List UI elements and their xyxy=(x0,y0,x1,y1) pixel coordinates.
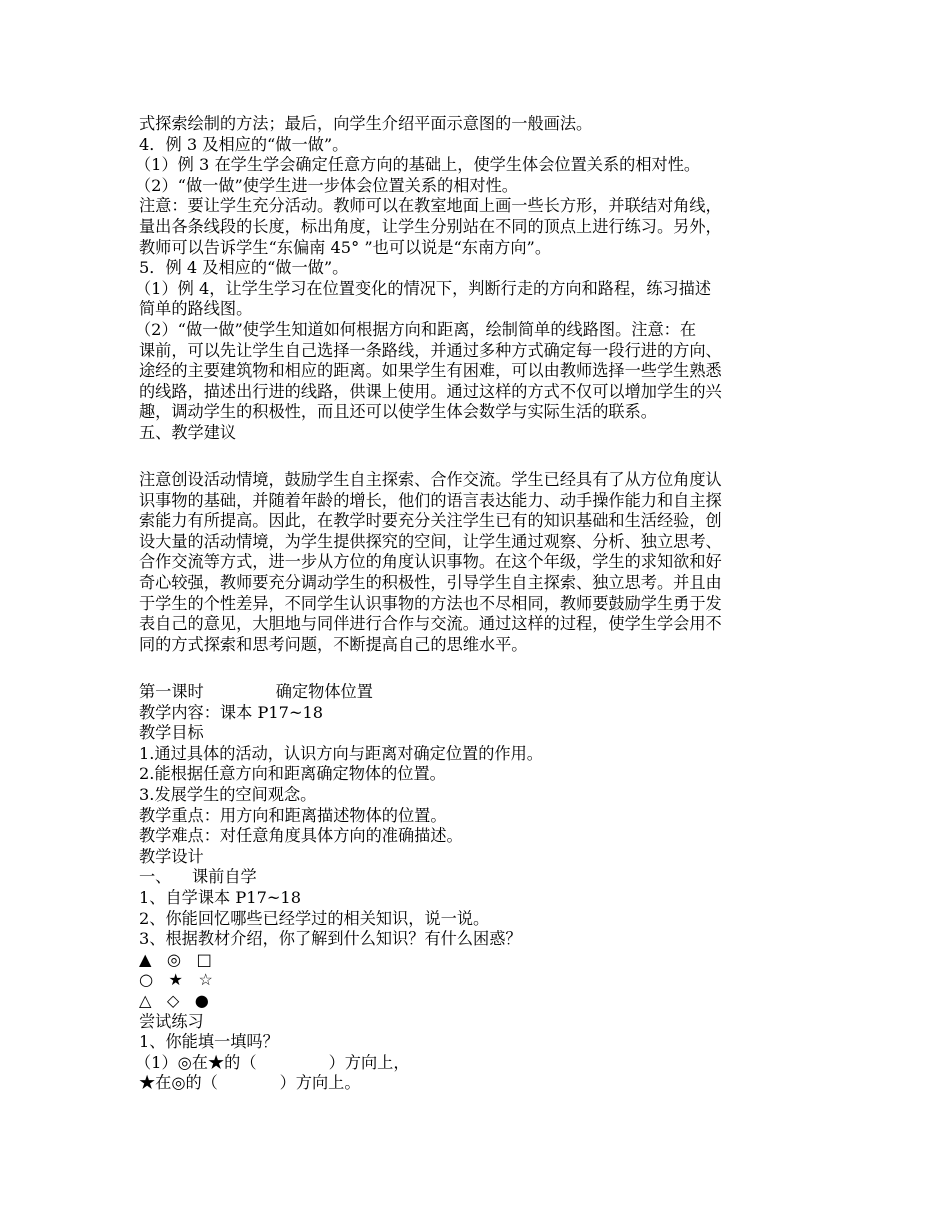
text-line: 1、你能填一填吗？ xyxy=(139,1032,279,1052)
text-line: 教师可以告诉学生“东偏南 45° ”也可以说是“东南方向”。 xyxy=(139,237,552,257)
text-line: （1）例 4，让学生学习在位置变化的情况下，判断行走的方向和路程，练习描述 xyxy=(135,278,712,298)
text-line: 量出各条线段的长度，标出角度，让学生分别站在不同的顶点上进行练习。另外， xyxy=(139,216,722,236)
text-line: 4．例 3 及相应的“做一做”。 xyxy=(139,134,349,154)
text-line: 奇心较强，教师要充分调动学生的积极性，引导学生自主探索、独立思考。并且由 xyxy=(139,573,722,593)
text-line: 教学目标 xyxy=(139,723,204,743)
text-line: 索能力有所提高。因此，在教学时要充分关注学生已有的知识基础和生活经验，创 xyxy=(139,511,722,531)
text-line: 一、 课前自学 xyxy=(139,867,257,887)
text-line: 尝试练习 xyxy=(139,1011,204,1031)
text-line: 的线路，描述出行进的线路，供课上使用。通过这样的方式不仅可以增加学生的兴 xyxy=(139,381,722,401)
section-a xyxy=(135,114,819,444)
text-line: 注意创设活动情境，鼓励学生自主探索、合作交流。学生已经具有了从方位角度认 xyxy=(139,470,722,490)
text-line: 识事物的基础，并随着年龄的增长，他们的语言表达能力、动手操作能力和自主探 xyxy=(139,490,722,510)
text-line: （2）“做一做”使学生知道如何根据方向和距离，绘制简单的线路图。注意：在 xyxy=(135,319,697,339)
text-line: 途经的主要建筑物和相应的距离。如果学生有困难，可以由教师选择一些学生熟悉 xyxy=(139,361,722,381)
text-line: 2.能根据任意方向和距离确定物体的位置。 xyxy=(139,764,446,784)
text-line: 3.发展学生的空间观念。 xyxy=(139,785,317,804)
section-b xyxy=(139,470,819,655)
document-page xyxy=(135,114,819,1094)
text-line: 5．例 4 及相应的“做一做”。 xyxy=(139,258,349,278)
text-line: 趣，调动学生的积极性，而且还可以使学生体会数学与实际生活的联系。 xyxy=(139,402,657,422)
text-line: （2）“做一做”使学生进一步体会位置关系的相对性。 xyxy=(135,175,518,195)
symbol-row: △ ◇ ● xyxy=(139,990,209,1010)
symbol-row: ○ ★ ☆ xyxy=(139,970,214,990)
text-line: 表自己的意见，大胆地与同伴进行合作与交流。通过这样的过程，使学生学会用不 xyxy=(139,614,722,634)
text-line: 2、你能回忆哪些已经学过的相关知识，说一说。 xyxy=(139,908,490,928)
lesson-section xyxy=(135,682,819,1094)
fill-in-line: （1）◎在★的（ ）方向上， xyxy=(135,1052,410,1072)
text-line: 教学内容：课本 P17~18 xyxy=(139,702,324,722)
text-line: 同的方式探索和思考问题，不断提高自己的思维水平。 xyxy=(139,634,528,654)
fill-in-line: ★在◎的（ ）方向上。 xyxy=(139,1073,361,1093)
text-line: 教学重点：用方向和距离描述物体的位置。 xyxy=(139,805,447,825)
text-line: 于学生的个性差异，不同学生认识事物的方法也不尽相同，教师要鼓励学生勇于发 xyxy=(139,593,722,613)
text-line: 教学难点：对任意角度具体方向的准确描述。 xyxy=(139,826,463,846)
text-line: 教学设计 xyxy=(139,846,204,866)
symbol-row: ▲ ◎ □ xyxy=(139,949,212,969)
text-line: 课前，可以先让学生自己选择一条路线，并通过多种方式确定每一段行进的方向、 xyxy=(139,340,722,360)
text-line: 1.通过具体的活动，认识方向与距离对确定位置的作用。 xyxy=(139,743,543,763)
spacer xyxy=(139,444,819,465)
text-line: 简单的路线图。 xyxy=(139,299,253,319)
text-line: 设大量的活动情境，为学生提供探究的空间，让学生通过观察、分析、独立思考、 xyxy=(139,531,722,551)
text-line: 式探索绘制的方法；最后，向学生介绍平面示意图的一般画法。 xyxy=(139,114,593,133)
text-line: 注意：要让学生充分活动。教师可以在教室地面上画一些长方形，并联结对角线， xyxy=(139,196,722,216)
text-line: （1）例 3 在学生学会确定任意方向的基础上，使学生体会位置关系的相对性。 xyxy=(135,155,701,175)
lesson-title: 第一课时 确定物体位置 xyxy=(139,682,373,702)
spacer xyxy=(139,655,819,676)
text-line: 1、自学课本 P17~18 xyxy=(139,887,302,907)
text-line: 合作交流等方式，进一步从方位的角度认识事物。在这个年级，学生的求知欲和好 xyxy=(139,552,722,572)
section-heading: 五、教学建议 xyxy=(139,422,237,442)
text-line: 3、根据教材介绍，你了解到什么知识？有什么困惑？ xyxy=(139,929,522,949)
